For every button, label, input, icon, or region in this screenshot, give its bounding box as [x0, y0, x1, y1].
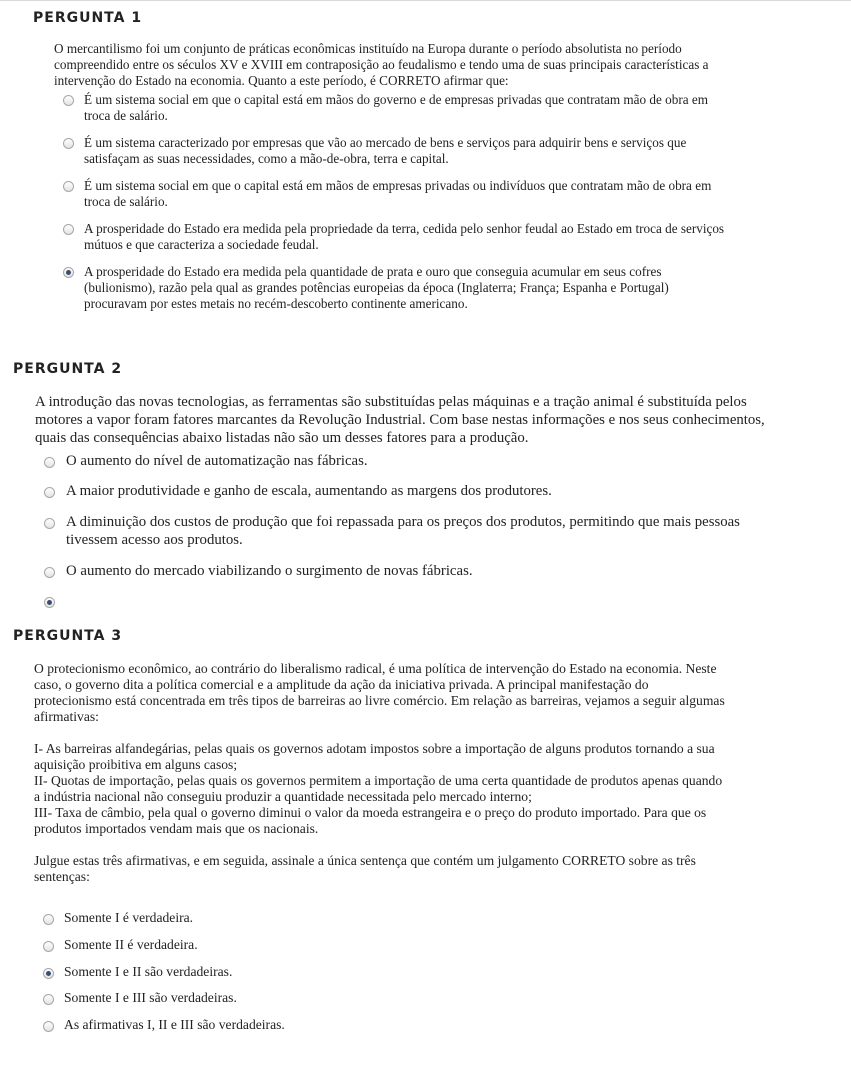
question-stem [35, 393, 765, 447]
answer-option-1[interactable] [64, 910, 193, 926]
radio-button[interactable] [63, 138, 74, 149]
stem-line: O protecionismo econômico, ao contrário do liberalismo radical, é uma política de intervenção do Estado na economia. Neste [34, 661, 717, 676]
stem-line: afirmativas: [34, 709, 99, 724]
answer-option-1[interactable] [66, 452, 368, 470]
option-text[interactable]: É um sistema social em que o capital está em mãos do governo e de empresas privadas que contratam mão de obra em troca de salário. [84, 92, 708, 123]
stem-gap [34, 837, 725, 853]
radio-button[interactable] [44, 567, 55, 578]
radio-button[interactable] [43, 994, 54, 1005]
answer-option-3[interactable] [84, 178, 711, 210]
option-text[interactable]: É um sistema caracterizado por empresas que vão ao mercado de bens e serviços para adquirir bens e serviços que satisfaçam as suas necessidades, como a mão-de-obra, terra e capital. [84, 135, 687, 166]
option-text[interactable]: A maior produtividade e ganho de escala, aumentando as margens dos produtores. [66, 483, 552, 499]
stem-line: compreendido entre os séculos XV e XVIII em contraposição ao feudalismo e tendo uma de suas principais características a [54, 57, 709, 72]
stem-line: protecionismo está concentrada em três tipos de barreiras ao livre comércio. Em relação as barreiras, vejamos a seguir algumas [34, 693, 725, 708]
answer-option-2[interactable] [84, 135, 686, 167]
answer-option-5[interactable] [84, 264, 669, 312]
answer-option-5[interactable] [64, 1017, 285, 1033]
stem-line: II- Quotas de importação, pelas quais os governos permitem a importação de uma certa quantidade de produtos apenas quando [34, 773, 723, 788]
radio-button[interactable] [43, 914, 54, 925]
stem-gap [34, 725, 725, 741]
radio-button[interactable] [44, 487, 55, 498]
answer-option-3[interactable] [64, 964, 232, 980]
stem-line: III- Taxa de câmbio, pela qual o governo diminui o valor da moeda estrangeira e o preço do produto importado. Para que os [34, 805, 707, 820]
stem-line: O mercantilismo foi um conjunto de práticas econômicas instituído na Europa durante o período absolutista no período [54, 41, 682, 56]
radio-button[interactable] [44, 518, 55, 529]
option-text[interactable]: O aumento do nível de automatização nas fábricas. [66, 453, 368, 469]
stem-line: A introdução das novas tecnologias, as ferramentas são substituídas pelas máquinas e a tração animal é substituída pelos [35, 394, 747, 410]
option-text-highlighted[interactable]: A diminuição do mercado viabilizando o surgimento de novas fábricas. [66, 593, 488, 609]
stem-line: quais das consequências abaixo listadas não são um desses fatores para a produção. [35, 430, 529, 446]
option-text[interactable]: Somente I e III são verdadeiras. [64, 990, 237, 1005]
question-stem [34, 661, 725, 885]
option-text[interactable]: É um sistema social em que o capital está em mãos de empresas privadas ou indivíduos que contratam mão de obra em troca de salário. [84, 178, 712, 209]
stem-line: intervenção do Estado na economia. Quanto a este período, é CORRETO afirmar que: [54, 73, 509, 88]
stem-line: motores a vapor foram fatores marcantes da Revolução Industrial. Com base nestas informações e nos seus conhecimentos, [35, 412, 765, 428]
radio-button-selected[interactable] [43, 968, 54, 979]
answer-option-4[interactable] [64, 990, 237, 1006]
answer-option-1[interactable] [84, 92, 708, 124]
question-stem [54, 41, 709, 89]
radio-button[interactable] [63, 224, 74, 235]
stem-line: I- As barreiras alfandegárias, pelas quais os governos adotam impostos sobre a importação de alguns produtos tornando a sua [34, 741, 715, 756]
stem-line: sentenças: [34, 869, 90, 884]
radio-button-selected[interactable] [44, 597, 55, 608]
radio-button[interactable] [43, 1021, 54, 1032]
answer-option-5[interactable] [66, 592, 487, 610]
radio-button[interactable] [63, 95, 74, 106]
answer-option-2[interactable] [64, 937, 198, 953]
option-text[interactable]: Somente I é verdadeira. [64, 910, 194, 925]
stem-line: aquisição proibitiva em alguns casos; [34, 757, 238, 772]
question-title: PERGUNTA 1 [33, 10, 143, 26]
option-text[interactable]: A prosperidade do Estado era medida pela quantidade de prata e ouro que conseguia acumular em seus cofres (bulionismo), razão pela qual as grandes potências europeias da época (Inglaterra; França; Espanha e Portugal) procuravam por estes metais no recém-descoberto continente americano. [84, 264, 669, 311]
answer-option-2[interactable] [66, 482, 552, 500]
answer-option-4[interactable] [84, 221, 724, 253]
option-text[interactable]: As afirmativas I, II e III são verdadeiras. [64, 1017, 285, 1032]
option-text[interactable]: Somente I e II são verdadeiras. [64, 964, 233, 979]
radio-button[interactable] [63, 181, 74, 192]
option-text[interactable]: A prosperidade do Estado era medida pela propriedade da terra, cedida pelo senhor feudal ao Estado em troca de serviços mútuos e que caracteriza a sociedade feudal. [84, 221, 725, 252]
option-text[interactable]: Somente II é verdadeira. [64, 937, 198, 952]
answer-option-3[interactable] [66, 513, 740, 549]
stem-line: a indústria nacional não conseguiu produzir a quantidade necessitada pelo mercado interno; [34, 789, 532, 804]
option-text[interactable]: A diminuição dos custos de produção que foi repassada para os preços dos produtos, permitindo que mais pessoas tivessem acesso aos produtos. [66, 514, 740, 548]
question-title: PERGUNTA 2 [13, 361, 123, 377]
option-text[interactable]: O aumento do mercado viabilizando o surgimento de novas fábricas. [66, 563, 473, 579]
stem-line: caso, o governo dita a política comercial e a amplitude da ação da iniciativa privada. A principal manifestação do [34, 677, 649, 692]
radio-button[interactable] [44, 457, 55, 468]
stem-line: produtos importados vendam mais que os nacionais. [34, 821, 319, 836]
radio-button-selected[interactable] [63, 267, 74, 278]
stem-line: Julgue estas três afirmativas, e em seguida, assinale a única sentença que contém um julgamento CORRETO sobre as três [34, 853, 696, 868]
question-title: PERGUNTA 3 [13, 628, 123, 644]
answer-option-4[interactable] [66, 562, 473, 580]
radio-button[interactable] [43, 941, 54, 952]
